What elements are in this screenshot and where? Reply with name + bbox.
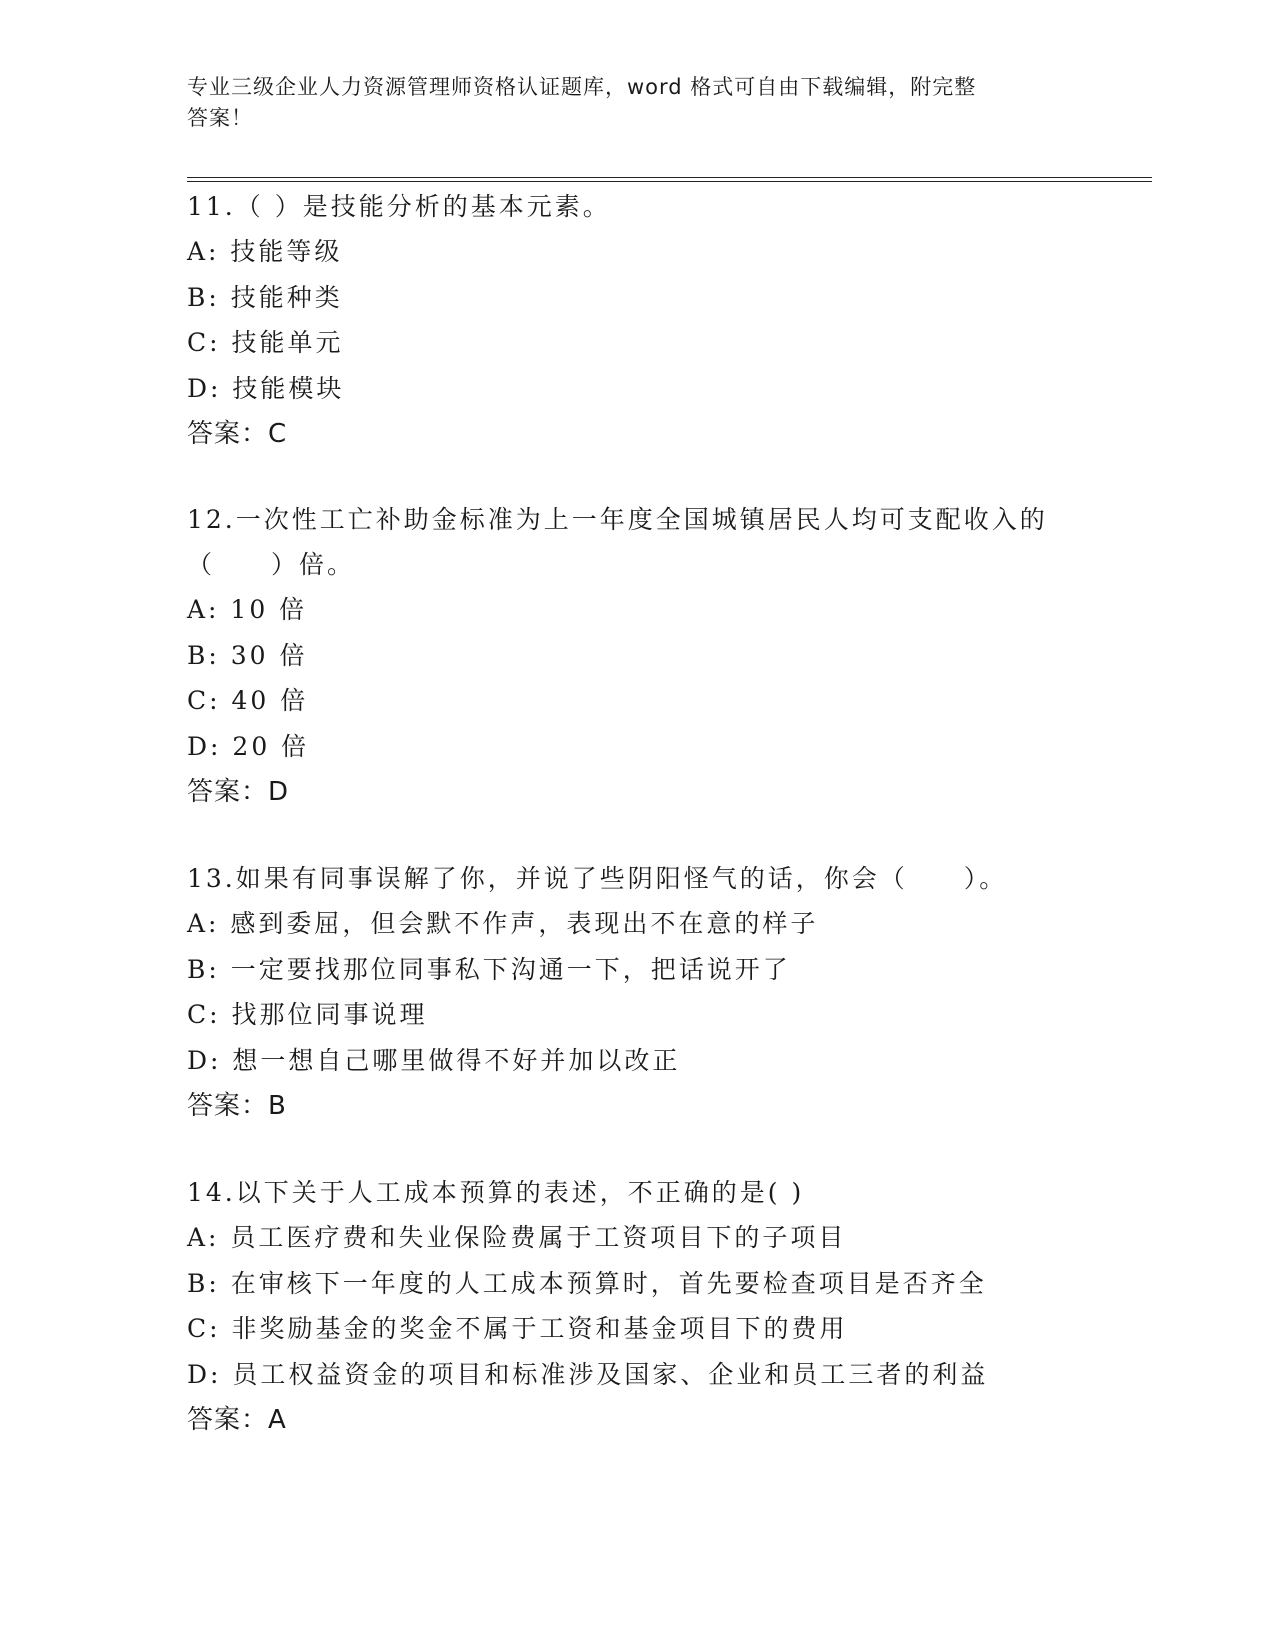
question-stem: 12.一次性工亡补助金标准为上一年度全国城镇居民人均可支配收入的 <box>187 505 1048 534</box>
question-stem-continued: （ ）倍。 <box>187 550 356 579</box>
answer: 答案：C <box>187 419 288 449</box>
question-stem: 13.如果有同事误解了你，并说了些阴阳怪气的话，你会（ ）。 <box>187 864 1008 893</box>
option-b: B: 一定要找那位同事私下沟通一下，把话说开了 <box>187 954 791 984</box>
option-c: C: 非奖励基金的奖金不属于工资和基金项目下的费用 <box>187 1314 848 1343</box>
answer: 答案：A <box>187 1405 287 1435</box>
question-stem: 11.（ ）是技能分析的基本元素。 <box>187 192 611 221</box>
option-d: D: 技能模块 <box>187 373 345 403</box>
option-d: D: 20 倍 <box>187 731 310 761</box>
option-c: C: 技能单元 <box>187 328 344 357</box>
option-c: C: 找那位同事说理 <box>187 1000 428 1029</box>
question-13 <box>187 856 1087 1129</box>
document-header <box>187 72 1067 134</box>
header-line-1: 专业三级企业人力资源管理师资格认证题库，word 格式可自由下载编辑，附完整 <box>187 75 977 99</box>
answer: 答案：D <box>187 777 290 807</box>
question-14 <box>187 1170 1087 1443</box>
question-11 <box>187 184 1087 457</box>
option-a: A: 员工医疗费和失业保险费属于工资项目下的子项目 <box>187 1223 847 1252</box>
question-stem: 14.以下关于人工成本预算的表述，不正确的是( ) <box>187 1178 805 1207</box>
header-line-2: 答案！ <box>187 106 253 130</box>
option-d: D: 员工权益资金的项目和标准涉及国家、企业和员工三者的利益 <box>187 1359 989 1389</box>
question-12 <box>187 497 1087 815</box>
option-a: A: 10 倍 <box>187 595 308 624</box>
option-a: A: 技能等级 <box>187 237 343 266</box>
option-d: D: 想一想自己哪里做得不好并加以改正 <box>187 1045 681 1075</box>
header-divider-bottom <box>187 181 1152 182</box>
option-b: B: 在审核下一年度的人工成本预算时，首先要检查项目是否齐全 <box>187 1268 987 1298</box>
option-a: A: 感到委屈，但会默不作声，表现出不在意的样子 <box>187 909 819 938</box>
option-b: B: 30 倍 <box>187 640 308 670</box>
option-c: C: 40 倍 <box>187 686 309 715</box>
option-b: B: 技能种类 <box>187 282 343 312</box>
header-divider-top <box>187 177 1152 178</box>
answer: 答案：B <box>187 1091 287 1121</box>
